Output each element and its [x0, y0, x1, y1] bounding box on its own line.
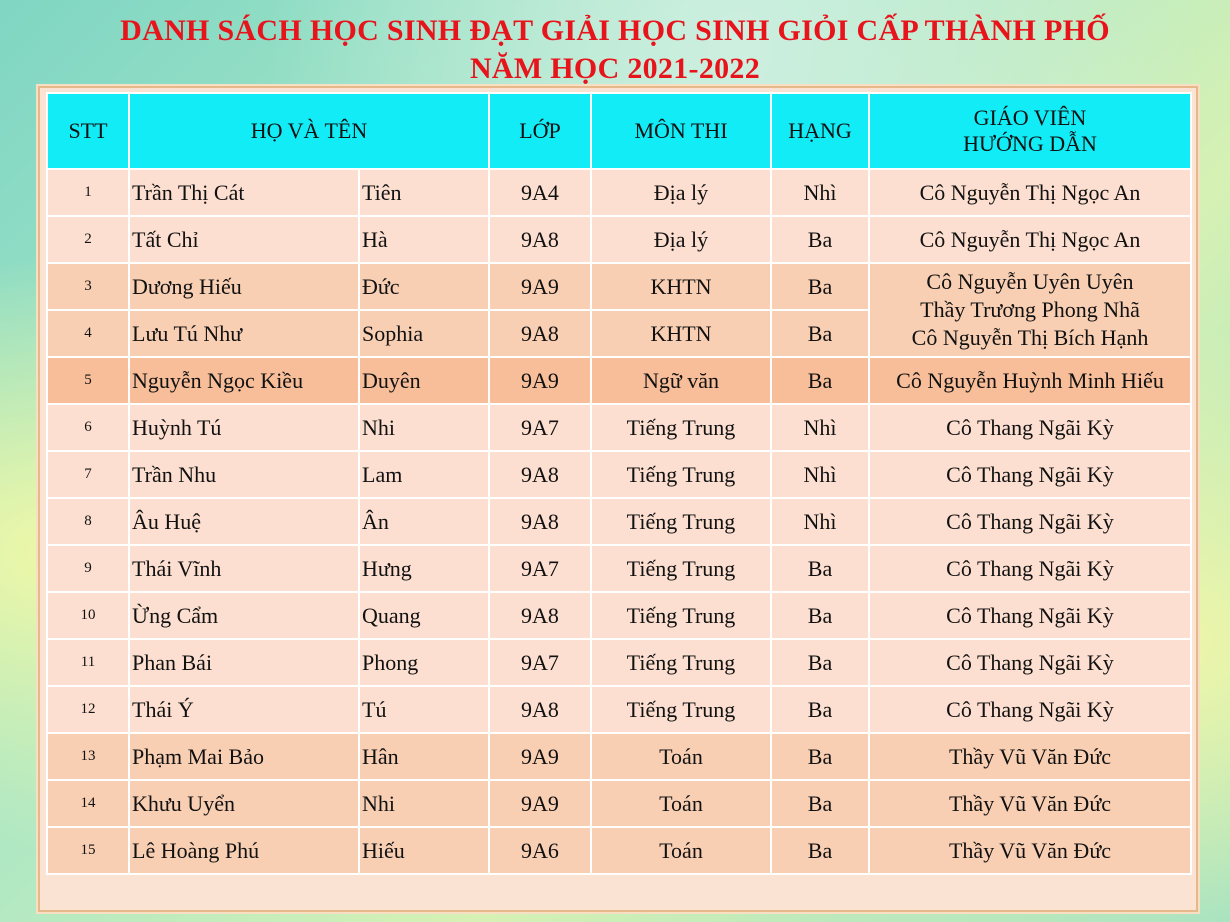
header-subject: MÔN THI — [591, 93, 771, 169]
cell-stt: 2 — [47, 216, 129, 263]
cell-last-name: Dương Hiếu — [129, 263, 359, 310]
cell-rank: Nhì — [771, 169, 869, 216]
cell-last-name: Thái Ý — [129, 686, 359, 733]
cell-class: 9A6 — [489, 827, 591, 874]
cell-last-name: Nguyễn Ngọc Kiều — [129, 357, 359, 404]
cell-last-name: Phan Bái — [129, 639, 359, 686]
cell-subject: KHTN — [591, 263, 771, 310]
teacher-khtn-3: Cô Nguyễn Thị Bích Hạnh — [911, 325, 1149, 350]
cell-first-name: Hưng — [359, 545, 489, 592]
cell-stt: 5 — [47, 357, 129, 404]
table-row — [47, 169, 1191, 216]
cell-rank: Ba — [771, 263, 869, 310]
header-teacher — [869, 93, 1191, 169]
cell-first-name: Hân — [359, 733, 489, 780]
cell-rank: Nhì — [771, 451, 869, 498]
cell-teacher-khtn — [869, 263, 1191, 357]
cell-stt: 12 — [47, 686, 129, 733]
cell-first-name: Hiếu — [359, 827, 489, 874]
cell-stt: 7 — [47, 451, 129, 498]
table-row — [47, 404, 1191, 451]
cell-teacher: Cô Thang Ngãi Kỳ — [869, 639, 1191, 686]
cell-class: 9A8 — [489, 216, 591, 263]
cell-teacher: Cô Nguyễn Thị Ngọc An — [869, 169, 1191, 216]
cell-rank: Ba — [771, 639, 869, 686]
cell-stt: 14 — [47, 780, 129, 827]
cell-class: 9A8 — [489, 592, 591, 639]
cell-last-name: Lê Hoàng Phú — [129, 827, 359, 874]
cell-rank: Ba — [771, 545, 869, 592]
cell-class: 9A7 — [489, 545, 591, 592]
cell-class: 9A7 — [489, 639, 591, 686]
page-title-line1: DANH SÁCH HỌC SINH ĐẠT GIẢI HỌC SINH GIỎI CẤP THÀNH PHỐ — [120, 14, 1110, 47]
cell-last-name: Tất Chỉ — [129, 216, 359, 263]
cell-teacher: Thầy Vũ Văn Đức — [869, 733, 1191, 780]
table-row — [47, 827, 1191, 874]
cell-first-name: Nhi — [359, 404, 489, 451]
cell-subject: KHTN — [591, 310, 771, 357]
cell-last-name: Ừng Cẩm — [129, 592, 359, 639]
cell-rank: Ba — [771, 827, 869, 874]
cell-stt: 10 — [47, 592, 129, 639]
cell-rank: Ba — [771, 357, 869, 404]
table-row — [47, 733, 1191, 780]
cell-class: 9A4 — [489, 169, 591, 216]
cell-teacher: Cô Thang Ngãi Kỳ — [869, 404, 1191, 451]
cell-last-name: Huỳnh Tú — [129, 404, 359, 451]
cell-last-name: Phạm Mai Bảo — [129, 733, 359, 780]
table-row — [47, 263, 1191, 310]
cell-subject: Tiếng Trung — [591, 404, 771, 451]
table-row — [47, 780, 1191, 827]
page-title-line2: NĂM HỌC 2021-2022 — [469, 52, 761, 85]
cell-first-name: Duyên — [359, 357, 489, 404]
cell-class: 9A8 — [489, 310, 591, 357]
cell-subject: Toán — [591, 780, 771, 827]
cell-teacher: Thầy Vũ Văn Đức — [869, 827, 1191, 874]
cell-class: 9A9 — [489, 263, 591, 310]
cell-rank: Ba — [771, 216, 869, 263]
cell-first-name: Sophia — [359, 310, 489, 357]
cell-first-name: Hà — [359, 216, 489, 263]
cell-teacher: Cô Thang Ngãi Kỳ — [869, 592, 1191, 639]
teacher-khtn-1: Cô Nguyễn Uyên Uyên — [926, 269, 1134, 294]
cell-class: 9A9 — [489, 357, 591, 404]
table-row — [47, 216, 1191, 263]
cell-last-name: Lưu Tú Như — [129, 310, 359, 357]
cell-subject: Tiếng Trung — [591, 451, 771, 498]
cell-teacher: Cô Thang Ngãi Kỳ — [869, 451, 1191, 498]
cell-rank: Ba — [771, 310, 869, 357]
cell-class: 9A8 — [489, 498, 591, 545]
cell-last-name: Thái Vĩnh — [129, 545, 359, 592]
cell-subject: Ngữ văn — [591, 357, 771, 404]
cell-stt: 8 — [47, 498, 129, 545]
cell-rank: Ba — [771, 780, 869, 827]
cell-first-name: Nhi — [359, 780, 489, 827]
cell-first-name: Đức — [359, 263, 489, 310]
cell-first-name: Tú — [359, 686, 489, 733]
cell-class: 9A9 — [489, 780, 591, 827]
cell-stt: 4 — [47, 310, 129, 357]
cell-stt: 3 — [47, 263, 129, 310]
table-row — [47, 451, 1191, 498]
cell-stt: 1 — [47, 169, 129, 216]
header-teacher-line2: HƯỚNG DẪN — [963, 131, 1097, 156]
header-class: LỚP — [489, 93, 591, 169]
cell-subject: Toán — [591, 827, 771, 874]
cell-rank: Ba — [771, 592, 869, 639]
cell-first-name: Quang — [359, 592, 489, 639]
cell-stt: 15 — [47, 827, 129, 874]
cell-first-name: Ân — [359, 498, 489, 545]
header-rank: HẠNG — [771, 93, 869, 169]
cell-subject: Tiếng Trung — [591, 498, 771, 545]
table-row — [47, 639, 1191, 686]
cell-stt: 11 — [47, 639, 129, 686]
cell-rank: Nhì — [771, 404, 869, 451]
cell-subject: Tiếng Trung — [591, 686, 771, 733]
cell-last-name: Âu Huệ — [129, 498, 359, 545]
award-table — [46, 92, 1192, 875]
header-stt: STT — [47, 93, 129, 169]
cell-subject: Tiếng Trung — [591, 592, 771, 639]
cell-first-name: Tiên — [359, 169, 489, 216]
cell-first-name: Lam — [359, 451, 489, 498]
cell-teacher: Cô Thang Ngãi Kỳ — [869, 686, 1191, 733]
cell-subject: Tiếng Trung — [591, 545, 771, 592]
cell-rank: Ba — [771, 733, 869, 780]
table-row — [47, 545, 1191, 592]
cell-subject: Địa lý — [591, 216, 771, 263]
cell-first-name: Phong — [359, 639, 489, 686]
cell-rank: Ba — [771, 686, 869, 733]
cell-teacher: Cô Thang Ngãi Kỳ — [869, 545, 1191, 592]
cell-last-name: Trần Thị Cát — [129, 169, 359, 216]
table-header-row — [47, 93, 1191, 169]
cell-teacher: Cô Thang Ngãi Kỳ — [869, 498, 1191, 545]
cell-last-name: Trần Nhu — [129, 451, 359, 498]
teacher-khtn-2: Thầy Trương Phong Nhã — [920, 297, 1140, 322]
cell-teacher: Cô Nguyễn Thị Ngọc An — [869, 216, 1191, 263]
cell-subject: Toán — [591, 733, 771, 780]
table-frame — [38, 86, 1198, 912]
header-teacher-line1: GIÁO VIÊN — [973, 105, 1087, 130]
table-row — [47, 498, 1191, 545]
cell-subject: Tiếng Trung — [591, 639, 771, 686]
cell-class: 9A7 — [489, 404, 591, 451]
cell-class: 9A9 — [489, 733, 591, 780]
cell-class: 9A8 — [489, 686, 591, 733]
table-row — [47, 357, 1191, 404]
cell-stt: 13 — [47, 733, 129, 780]
header-name: HỌ VÀ TÊN — [129, 93, 489, 169]
cell-rank: Nhì — [771, 498, 869, 545]
table-row — [47, 592, 1191, 639]
cell-teacher: Cô Nguyễn Huỳnh Minh Hiếu — [869, 357, 1191, 404]
cell-class: 9A8 — [489, 451, 591, 498]
cell-subject: Địa lý — [591, 169, 771, 216]
cell-teacher: Thầy Vũ Văn Đức — [869, 780, 1191, 827]
table-row — [47, 686, 1191, 733]
cell-last-name: Khưu Uyển — [129, 780, 359, 827]
cell-stt: 9 — [47, 545, 129, 592]
cell-stt: 6 — [47, 404, 129, 451]
